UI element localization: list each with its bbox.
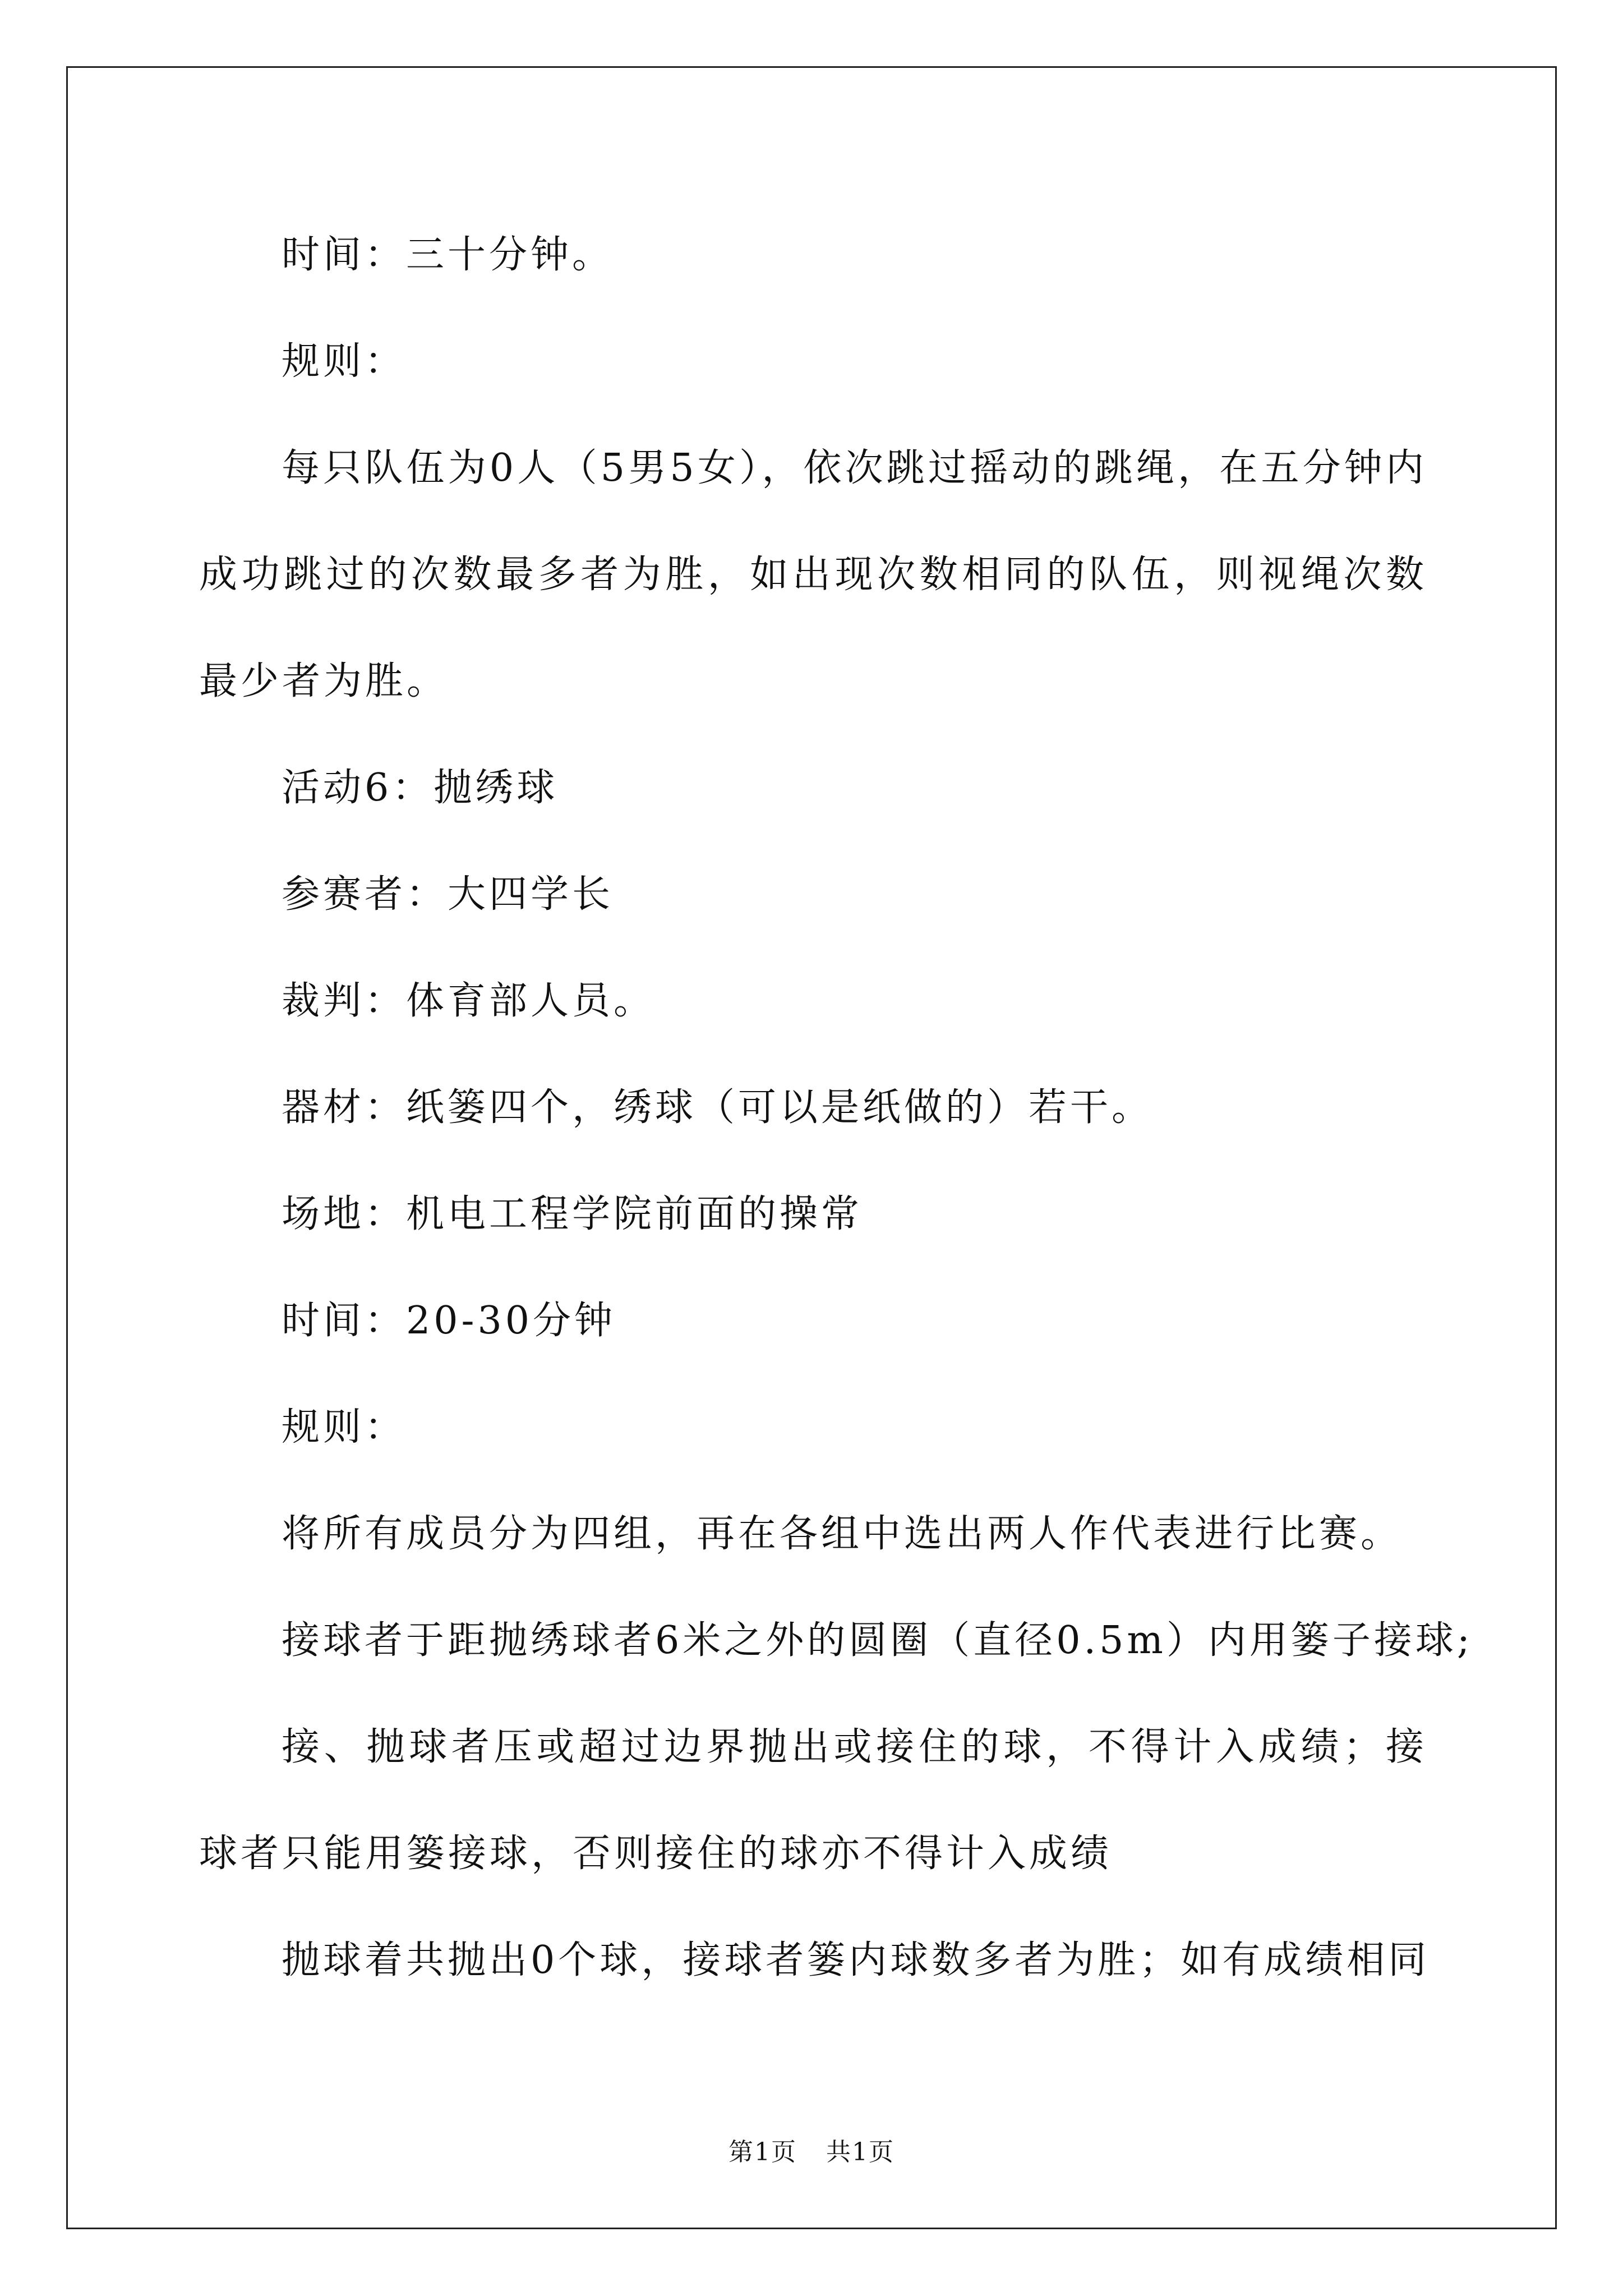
page-total: 共1页 [826, 2138, 895, 2166]
paragraph: 裁判：体育部人员。 [282, 979, 656, 1023]
paragraph: 抛球着共抛出0个球，接球者篓内球数多者为胜；如有成绩相同 [282, 1938, 1430, 1982]
paragraph: 时间：三十分钟。 [282, 233, 614, 277]
paragraph: 场地：机电工程学院前面的操常 [282, 1192, 863, 1236]
paragraph: 活动6：抛绣球 [282, 766, 559, 810]
page-footer [0, 2132, 1623, 2168]
page-number: 第1页 [728, 2138, 797, 2166]
paragraph: 规则： [282, 339, 407, 384]
paragraph: 参赛者：大四学长 [282, 872, 614, 917]
paragraph: 接球者于距抛绣球者6米之外的圆圈（直径0.5m）内用篓子接球; [282, 1618, 1473, 1663]
paragraph: 时间：20-30分钟 [282, 1299, 616, 1343]
paragraph: 规则： [282, 1405, 407, 1450]
paragraph: 将所有成员分为四组，再在各组中选出两人作代表进行比赛。 [282, 1512, 1403, 1556]
paragraph: 器材：纸篓四个，绣球（可以是纸做的）若干。 [282, 1085, 1154, 1130]
paragraph: 接、抛球者压或超过边界抛出或接住的球，不得计入成绩；接球者只能用篓接球，否则接住的球亦不得计入成绩 [199, 1725, 1427, 1876]
document-body [199, 202, 1473, 2014]
paragraph: 每只队伍为0人（5男5女），依次跳过摇动的跳绳，在五分钟内成功跳过的次数最多者为胜，如出现次数相同的队伍，则视绳次数最少者为胜。 [199, 446, 1427, 703]
